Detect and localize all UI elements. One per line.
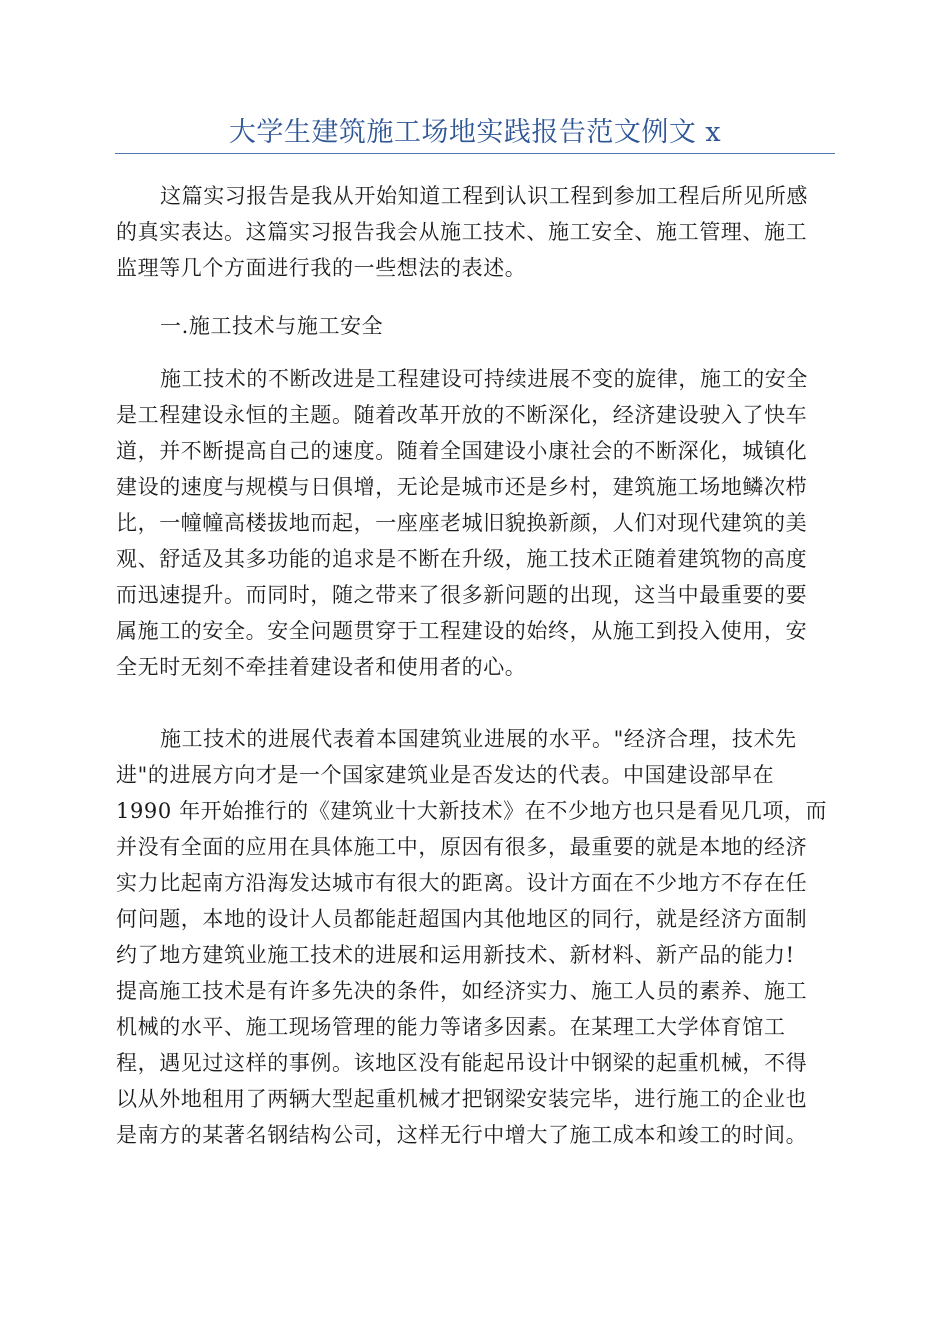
paragraph-technology-safety <box>116 361 834 685</box>
paragraph-line: 何问题，本地的设计人员都能赶超国内其他地区的同行，就是经济方面制 <box>116 907 808 931</box>
paragraph-line: 比，一幢幢高楼拔地而起，一座座老城旧貌换新颜，人们对现代建筑的美 <box>116 511 808 535</box>
paragraph-line: 全无时无刻不牵挂着建设者和使用者的心。 <box>116 655 527 679</box>
paragraph-line: 实力比起南方沿海发达城市有很大的距离。设计方面在不少地方不存在任 <box>116 871 808 895</box>
paragraph-line: 属施工的安全。安全问题贯穿于工程建设的始终，从施工到投入使用，安 <box>116 619 808 643</box>
section-heading-text: 一.施工技术与施工安全 <box>160 314 384 338</box>
paragraph-intro <box>116 178 834 286</box>
paragraph-line: 的真实表达。这篇实习报告我会从施工技术、施工安全、施工管理、施工 <box>116 220 808 244</box>
paragraph-line: 1990 年开始推行的《建筑业十大新技术》在不少地方也只是看见几项，而 <box>116 799 828 823</box>
document-title: 大学生建筑施工场地实践报告范文例文 x <box>228 117 722 148</box>
paragraph-line: 而迅速提升。而同时，随之带来了很多新问题的出现，这当中最重要的要 <box>116 583 808 607</box>
paragraph-line: 道，并不断提高自己的速度。随着全国建设小康社会的不断深化，城镇化 <box>116 439 808 463</box>
paragraph-line: 是工程建设永恒的主题。随着改革开放的不断深化，经济建设驶入了快车 <box>116 403 808 427</box>
paragraph-line: 进"的进展方向才是一个国家建筑业是否发达的代表。中国建设部早在 <box>116 763 775 787</box>
paragraph-line: 约了地方建筑业施工技术的进展和运用新技术、新材料、新产品的能力! <box>116 943 795 967</box>
paragraph-line: 施工技术的不断改进是工程建设可持续进展不变的旋律，施工的安全 <box>160 367 808 391</box>
paragraph-line: 并没有全面的应用在具体施工中，原因有很多，最重要的就是本地的经济 <box>116 835 808 859</box>
paragraph-line: 是南方的某著名钢结构公司，这样无行中增大了施工成本和竣工的时间。 <box>116 1123 808 1147</box>
paragraph-line: 施工技术的进展代表着本国建筑业进展的水平。"经济合理，技术先 <box>160 727 797 751</box>
paragraph-technology-development <box>116 721 834 1153</box>
paragraph-line: 这篇实习报告是我从开始知道工程到认识工程到参加工程后所见所感 <box>160 184 808 208</box>
paragraph-line: 提高施工技术是有许多先决的条件，如经济实力、施工人员的素养、施工 <box>116 979 808 1003</box>
paragraph-line: 观、舒适及其多功能的追求是不断在升级，施工技术正随着建筑物的高度 <box>116 547 808 571</box>
paragraph-line: 程，遇见过这样的事例。该地区没有能起吊设计中钢梁的起重机械，不得 <box>116 1051 808 1075</box>
paragraph-line: 建设的速度与规模与日俱增，无论是城市还是乡村，建筑施工场地鳞次栉 <box>116 475 808 499</box>
paragraph-line: 监理等几个方面进行我的一些想法的表述。 <box>116 256 527 280</box>
paragraph-line: 机械的水平、施工现场管理的能力等诸多因素。在某理工大学体育馆工 <box>116 1015 786 1039</box>
paragraph-line: 以从外地租用了两辆大型起重机械才把钢梁安装完毕，进行施工的企业也 <box>116 1087 808 1111</box>
title-underline <box>115 153 835 154</box>
section-heading <box>116 308 834 344</box>
